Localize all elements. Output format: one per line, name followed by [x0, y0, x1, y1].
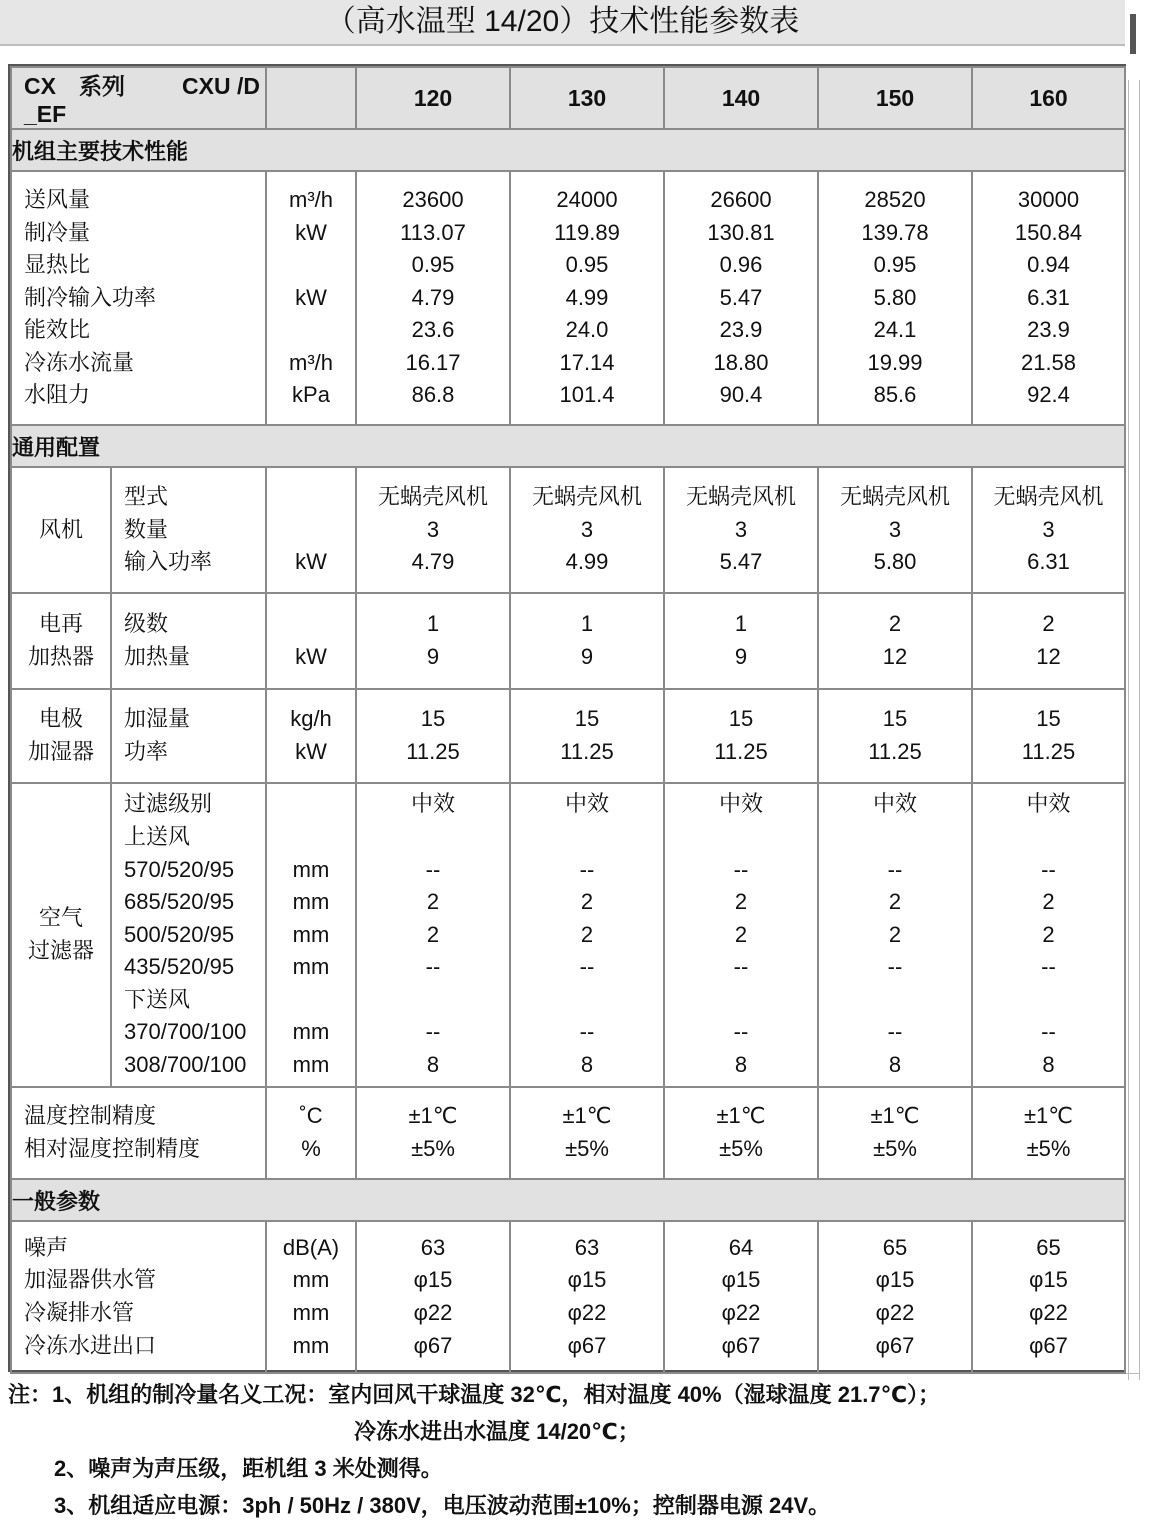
unit: mm	[292, 856, 330, 882]
value: φ67	[721, 1332, 761, 1358]
value: φ15	[1029, 1267, 1068, 1293]
value: φ15	[413, 1267, 453, 1293]
value-column-140	[664, 467, 818, 593]
value: 139.78	[861, 219, 929, 245]
value: 16.17	[405, 349, 461, 375]
air-filter-block	[11, 783, 1125, 1087]
value-column-120	[356, 783, 510, 1087]
group-label	[11, 593, 111, 689]
value	[665, 821, 817, 854]
value: ±5%	[565, 1136, 609, 1161]
series-label: CX 系列	[24, 73, 125, 99]
value: --	[425, 1019, 441, 1045]
unit: kW	[295, 284, 327, 310]
value: 2	[1042, 889, 1055, 915]
section-main-performance	[11, 129, 1125, 171]
group-label	[11, 689, 111, 783]
model-150: 150	[818, 67, 972, 129]
value: ±1℃	[408, 1103, 458, 1129]
value-column-160	[972, 593, 1125, 689]
value-column-120	[356, 1221, 510, 1373]
value: --	[887, 1019, 903, 1045]
value: 15	[1036, 706, 1061, 732]
value: 中效	[1026, 791, 1071, 817]
row-labels	[11, 171, 266, 425]
value: 65	[882, 1234, 908, 1260]
row-label: 308/700/100	[124, 1052, 247, 1078]
group-label-line: 过滤器	[27, 938, 94, 963]
value: --	[887, 954, 903, 980]
unit	[267, 314, 355, 347]
value-column-130	[510, 171, 664, 425]
unit: kW	[295, 644, 327, 669]
unit: kW	[295, 739, 327, 764]
value	[819, 984, 971, 1017]
value-column-130	[510, 593, 664, 689]
row-label: 输入功率	[124, 549, 213, 575]
row-label: 噪声	[24, 1234, 69, 1260]
group-label-line: 空气	[38, 905, 83, 931]
value: ±5%	[411, 1136, 455, 1161]
row-label: 显热比	[24, 252, 91, 278]
value-column-160	[972, 783, 1125, 1087]
value: 9	[734, 644, 748, 669]
value: 中效	[410, 791, 455, 817]
row-label: 上送风	[124, 823, 191, 849]
value: 2	[1042, 921, 1055, 947]
row-label: 送风量	[24, 186, 91, 212]
unit-column	[266, 593, 356, 689]
value-column-120	[356, 1087, 510, 1179]
row-label: 570/520/95	[124, 856, 235, 882]
row-label: 370/700/100	[124, 1019, 247, 1045]
value: φ15	[721, 1267, 761, 1293]
value: 1	[734, 611, 748, 637]
value-column-160	[972, 1087, 1125, 1179]
value: 11.25	[714, 739, 768, 764]
model-160: 160	[972, 67, 1125, 129]
value: 113.07	[400, 219, 466, 245]
value-column-160	[972, 689, 1125, 783]
section-title: 一般参数	[11, 1179, 1125, 1221]
value: 15	[882, 706, 908, 732]
note-1: 注：1、机组的制冷量名义工况：室内回风干球温度 32℃，相对温度 40%（湿球温度 21.7℃）；	[8, 1382, 941, 1407]
value: 无蜗壳风机	[993, 484, 1104, 510]
value: 无蜗壳风机	[531, 484, 642, 510]
value-column-130	[510, 783, 664, 1087]
value: 中效	[718, 791, 763, 817]
unit: mm	[292, 1300, 330, 1325]
value: 85.6	[873, 382, 917, 408]
value: --	[733, 954, 749, 980]
value: 无蜗壳风机	[685, 484, 796, 510]
model-120: 120	[356, 67, 510, 129]
unit-column	[266, 171, 356, 425]
value	[819, 821, 971, 854]
row-label: 型式	[124, 484, 169, 510]
unit: kW	[295, 549, 327, 575]
value	[357, 984, 509, 1017]
value	[511, 821, 663, 854]
value: 2	[734, 921, 748, 947]
value: 28520	[864, 186, 926, 212]
value: --	[733, 856, 749, 882]
value: 3	[580, 516, 594, 542]
row-label: 加热量	[124, 644, 191, 669]
value	[511, 984, 663, 1017]
group-label-line: 电再	[38, 611, 83, 637]
value: 0.96	[719, 252, 763, 278]
value: 130.81	[707, 219, 775, 245]
value: 15	[574, 706, 600, 732]
value: 2	[426, 889, 440, 915]
value: --	[579, 954, 595, 980]
value: 4.79	[411, 549, 455, 575]
value: --	[425, 856, 441, 882]
notes	[8, 1376, 1148, 1524]
value: 3	[888, 516, 902, 542]
value: 90.4	[719, 382, 763, 408]
value: 4.79	[411, 284, 455, 310]
row-label: 制冷量	[24, 219, 91, 245]
value: 8	[426, 1052, 440, 1078]
value: 2	[888, 889, 902, 915]
row-label: 水阻力	[24, 382, 91, 408]
value-column-120	[356, 593, 510, 689]
value: 24000	[556, 186, 618, 212]
value: --	[579, 856, 595, 882]
value-column-150	[818, 783, 972, 1087]
unit: mm	[292, 1332, 330, 1358]
value: --	[425, 954, 441, 980]
value: ±1℃	[716, 1103, 766, 1129]
value: ±1℃	[870, 1103, 920, 1129]
value: 3	[426, 516, 440, 542]
value: 2	[888, 611, 902, 637]
value: φ67	[413, 1332, 453, 1358]
value: 18.80	[713, 349, 769, 375]
group-label-line: 加湿器	[27, 739, 94, 764]
value: 1	[426, 611, 440, 637]
performance-block	[11, 171, 1125, 425]
value: 3	[734, 516, 748, 542]
spec-table	[10, 66, 1126, 1374]
row-label: 下送风	[124, 986, 191, 1012]
row-label: 冷冻水进出口	[24, 1332, 157, 1358]
unit-column	[266, 1087, 356, 1179]
value-column-160	[972, 171, 1125, 425]
unit	[267, 608, 355, 641]
value: 8	[580, 1052, 594, 1078]
row-label: 500/520/95	[124, 921, 235, 947]
value: φ22	[413, 1300, 453, 1325]
group-label	[11, 783, 111, 1087]
value: φ67	[1029, 1332, 1068, 1358]
value: 2	[580, 889, 594, 915]
value: 21.58	[1020, 349, 1077, 375]
value: 5.47	[719, 549, 763, 575]
value-column-150	[818, 171, 972, 425]
value: 17.14	[559, 349, 615, 375]
series-label-cell	[11, 67, 266, 129]
value: φ22	[721, 1300, 761, 1325]
row-label: 相对湿度控制精度	[24, 1136, 201, 1161]
value-column-150	[818, 1087, 972, 1179]
value: 19.99	[867, 349, 923, 375]
value-column-150	[818, 689, 972, 783]
value: 24.0	[565, 317, 609, 343]
value: 2	[580, 921, 594, 947]
value: 2	[734, 889, 748, 915]
value: φ22	[1029, 1300, 1068, 1325]
unit	[267, 984, 355, 1017]
value: 2	[426, 921, 440, 947]
row-labels	[111, 593, 266, 689]
value: φ67	[875, 1332, 915, 1358]
group-label-line: 加热器	[27, 644, 94, 669]
unit	[267, 514, 355, 547]
value-column-130	[510, 1221, 664, 1373]
group-label	[11, 467, 111, 593]
header-row	[11, 67, 1125, 129]
value: φ15	[567, 1267, 607, 1293]
value: 11.25	[1021, 739, 1076, 764]
unit-column	[266, 689, 356, 783]
title-accent-bar	[1130, 14, 1136, 54]
value: 86.8	[411, 382, 455, 408]
section-title: 通用配置	[11, 425, 1125, 467]
row-label: 温度控制精度	[24, 1103, 157, 1129]
value: φ15	[875, 1267, 915, 1293]
value-column-130	[510, 467, 664, 593]
value: 101.4	[559, 382, 615, 408]
row-label: 制冷输入功率	[24, 284, 157, 310]
value: 6.31	[1027, 549, 1070, 575]
value: 3	[1042, 516, 1055, 542]
value-column-120	[356, 689, 510, 783]
unit: mm	[292, 889, 330, 915]
value: φ22	[875, 1300, 915, 1325]
value: 6.31	[1027, 284, 1070, 310]
row-labels	[11, 1221, 266, 1373]
unit	[267, 788, 355, 821]
value-column-140	[664, 1221, 818, 1373]
value: 30000	[1017, 186, 1080, 212]
section-general-params	[11, 1179, 1125, 1221]
unit: kg/h	[290, 706, 332, 732]
row-label: 685/520/95	[124, 889, 235, 915]
model-label: CXU /D _EF	[24, 73, 260, 127]
value: 92.4	[1027, 382, 1070, 408]
row-label: 冷冻水流量	[24, 349, 135, 375]
value: 中效	[872, 791, 917, 817]
value: --	[579, 1019, 595, 1045]
value: 2	[888, 921, 902, 947]
row-label: 冷凝排水管	[24, 1300, 135, 1325]
value-column-140	[664, 1087, 818, 1179]
section-common-config	[11, 425, 1125, 467]
group-label-line: 电极	[38, 706, 83, 732]
value: 23.9	[1027, 317, 1070, 343]
value: φ22	[567, 1300, 607, 1325]
value: 0.94	[1027, 252, 1070, 278]
unit: dB(A)	[282, 1234, 340, 1260]
unit: mm	[292, 954, 330, 980]
value: 0.95	[411, 252, 455, 278]
value: 4.99	[565, 284, 609, 310]
value-column-150	[818, 593, 972, 689]
control-block	[11, 1087, 1125, 1179]
value	[357, 821, 509, 854]
unit-column	[266, 783, 356, 1087]
row-label: 加湿量	[124, 706, 191, 732]
model-140: 140	[664, 67, 818, 129]
row-labels	[111, 467, 266, 593]
value	[973, 821, 1124, 854]
value: --	[1041, 954, 1056, 980]
value: 119.89	[554, 219, 620, 245]
value: 5.80	[873, 284, 917, 310]
unit	[267, 249, 355, 282]
value	[973, 984, 1124, 1017]
value: 0.95	[873, 252, 917, 278]
unit	[267, 481, 355, 514]
unit-column	[266, 1221, 356, 1373]
value: 9	[426, 644, 440, 669]
value: 无蜗壳风机	[377, 484, 488, 510]
unit: mm	[292, 921, 330, 947]
unit: m³/h	[289, 349, 333, 375]
value-column-120	[356, 467, 510, 593]
value: 11.25	[406, 739, 460, 764]
value: --	[1041, 1019, 1056, 1045]
value: 1	[580, 611, 594, 637]
table-shadow-right	[1128, 80, 1140, 1380]
value: ±5%	[719, 1136, 763, 1161]
value: ±1℃	[1023, 1103, 1074, 1129]
value: 26600	[710, 186, 772, 212]
value-column-120	[356, 171, 510, 425]
value-column-130	[510, 689, 664, 783]
reheater-block	[11, 593, 1125, 689]
section-title: 机组主要技术性能	[11, 129, 1125, 171]
row-labels	[11, 1087, 266, 1179]
row-label: 能效比	[24, 317, 91, 343]
value: --	[1041, 856, 1056, 882]
value-column-140	[664, 593, 818, 689]
note-1-cont: 冷冻水进出水温度 14/20℃；	[354, 1419, 640, 1444]
value: ±1℃	[562, 1103, 612, 1129]
value: 15	[728, 706, 754, 732]
row-label: 435/520/95	[124, 954, 235, 980]
value: φ67	[567, 1332, 607, 1358]
value: 64	[728, 1234, 754, 1260]
row-label: 级数	[124, 611, 169, 637]
value: ±5%	[873, 1136, 917, 1161]
value: 5.47	[719, 284, 763, 310]
value: 0.95	[565, 252, 609, 278]
unit: mm	[292, 1052, 330, 1078]
value	[665, 984, 817, 1017]
unit: m³/h	[289, 186, 333, 212]
general-block	[11, 1221, 1125, 1373]
unit: kPa	[292, 382, 330, 408]
row-label: 功率	[124, 739, 169, 764]
value: 5.80	[873, 549, 917, 575]
row-labels	[111, 689, 266, 783]
value: 23.6	[411, 317, 455, 343]
humidifier-block	[11, 689, 1125, 783]
value: 23600	[402, 186, 464, 212]
value: 4.99	[565, 549, 609, 575]
value: 11.25	[868, 739, 922, 764]
value: 中效	[564, 791, 609, 817]
row-labels	[111, 783, 266, 1087]
value-column-140	[664, 689, 818, 783]
value-column-140	[664, 783, 818, 1087]
note-3: 3、机组适应电源：3ph / 50Hz / 380V，电压波动范围±10%；控制器电源 24V。	[54, 1493, 831, 1518]
value: 8	[1042, 1052, 1055, 1078]
value: 23.9	[719, 317, 763, 343]
value: 2	[1042, 611, 1055, 637]
value: 11.25	[560, 739, 614, 764]
row-label: 加湿器供水管	[24, 1267, 157, 1293]
value: ±5%	[1026, 1136, 1071, 1161]
value-column-160	[972, 1221, 1125, 1373]
value-column-130	[510, 1087, 664, 1179]
row-label: 过滤级别	[124, 791, 213, 817]
value: --	[733, 1019, 749, 1045]
unit: mm	[292, 1267, 330, 1293]
unit: %	[301, 1136, 321, 1161]
value: 63	[420, 1234, 446, 1260]
value: 15	[420, 706, 446, 732]
value: 63	[574, 1234, 600, 1260]
value: 8	[734, 1052, 748, 1078]
model-130: 130	[510, 67, 664, 129]
value-column-150	[818, 1221, 972, 1373]
value: 9	[580, 644, 594, 669]
group-label-line: 风机	[38, 516, 83, 542]
unit: mm	[292, 1019, 330, 1045]
row-label: 数量	[124, 516, 169, 542]
value-column-140	[664, 171, 818, 425]
value-column-150	[818, 467, 972, 593]
value: 12	[1036, 644, 1061, 669]
unit: kW	[295, 219, 327, 245]
value: 无蜗壳风机	[839, 484, 950, 510]
value-column-160	[972, 467, 1125, 593]
value: 150.84	[1014, 219, 1083, 245]
value: 24.1	[873, 317, 917, 343]
fan-block	[11, 467, 1125, 593]
value: 65	[1036, 1234, 1061, 1260]
page-title: （高水温型 14/20）技术性能参数表	[325, 5, 800, 38]
unit-column	[266, 467, 356, 593]
note-2: 2、噪声为声压级，距机组 3 米处测得。	[54, 1456, 443, 1481]
unit	[267, 821, 355, 854]
value: 8	[888, 1052, 902, 1078]
unit: ˚C	[299, 1103, 323, 1129]
value: 12	[882, 644, 908, 669]
value: --	[887, 856, 903, 882]
